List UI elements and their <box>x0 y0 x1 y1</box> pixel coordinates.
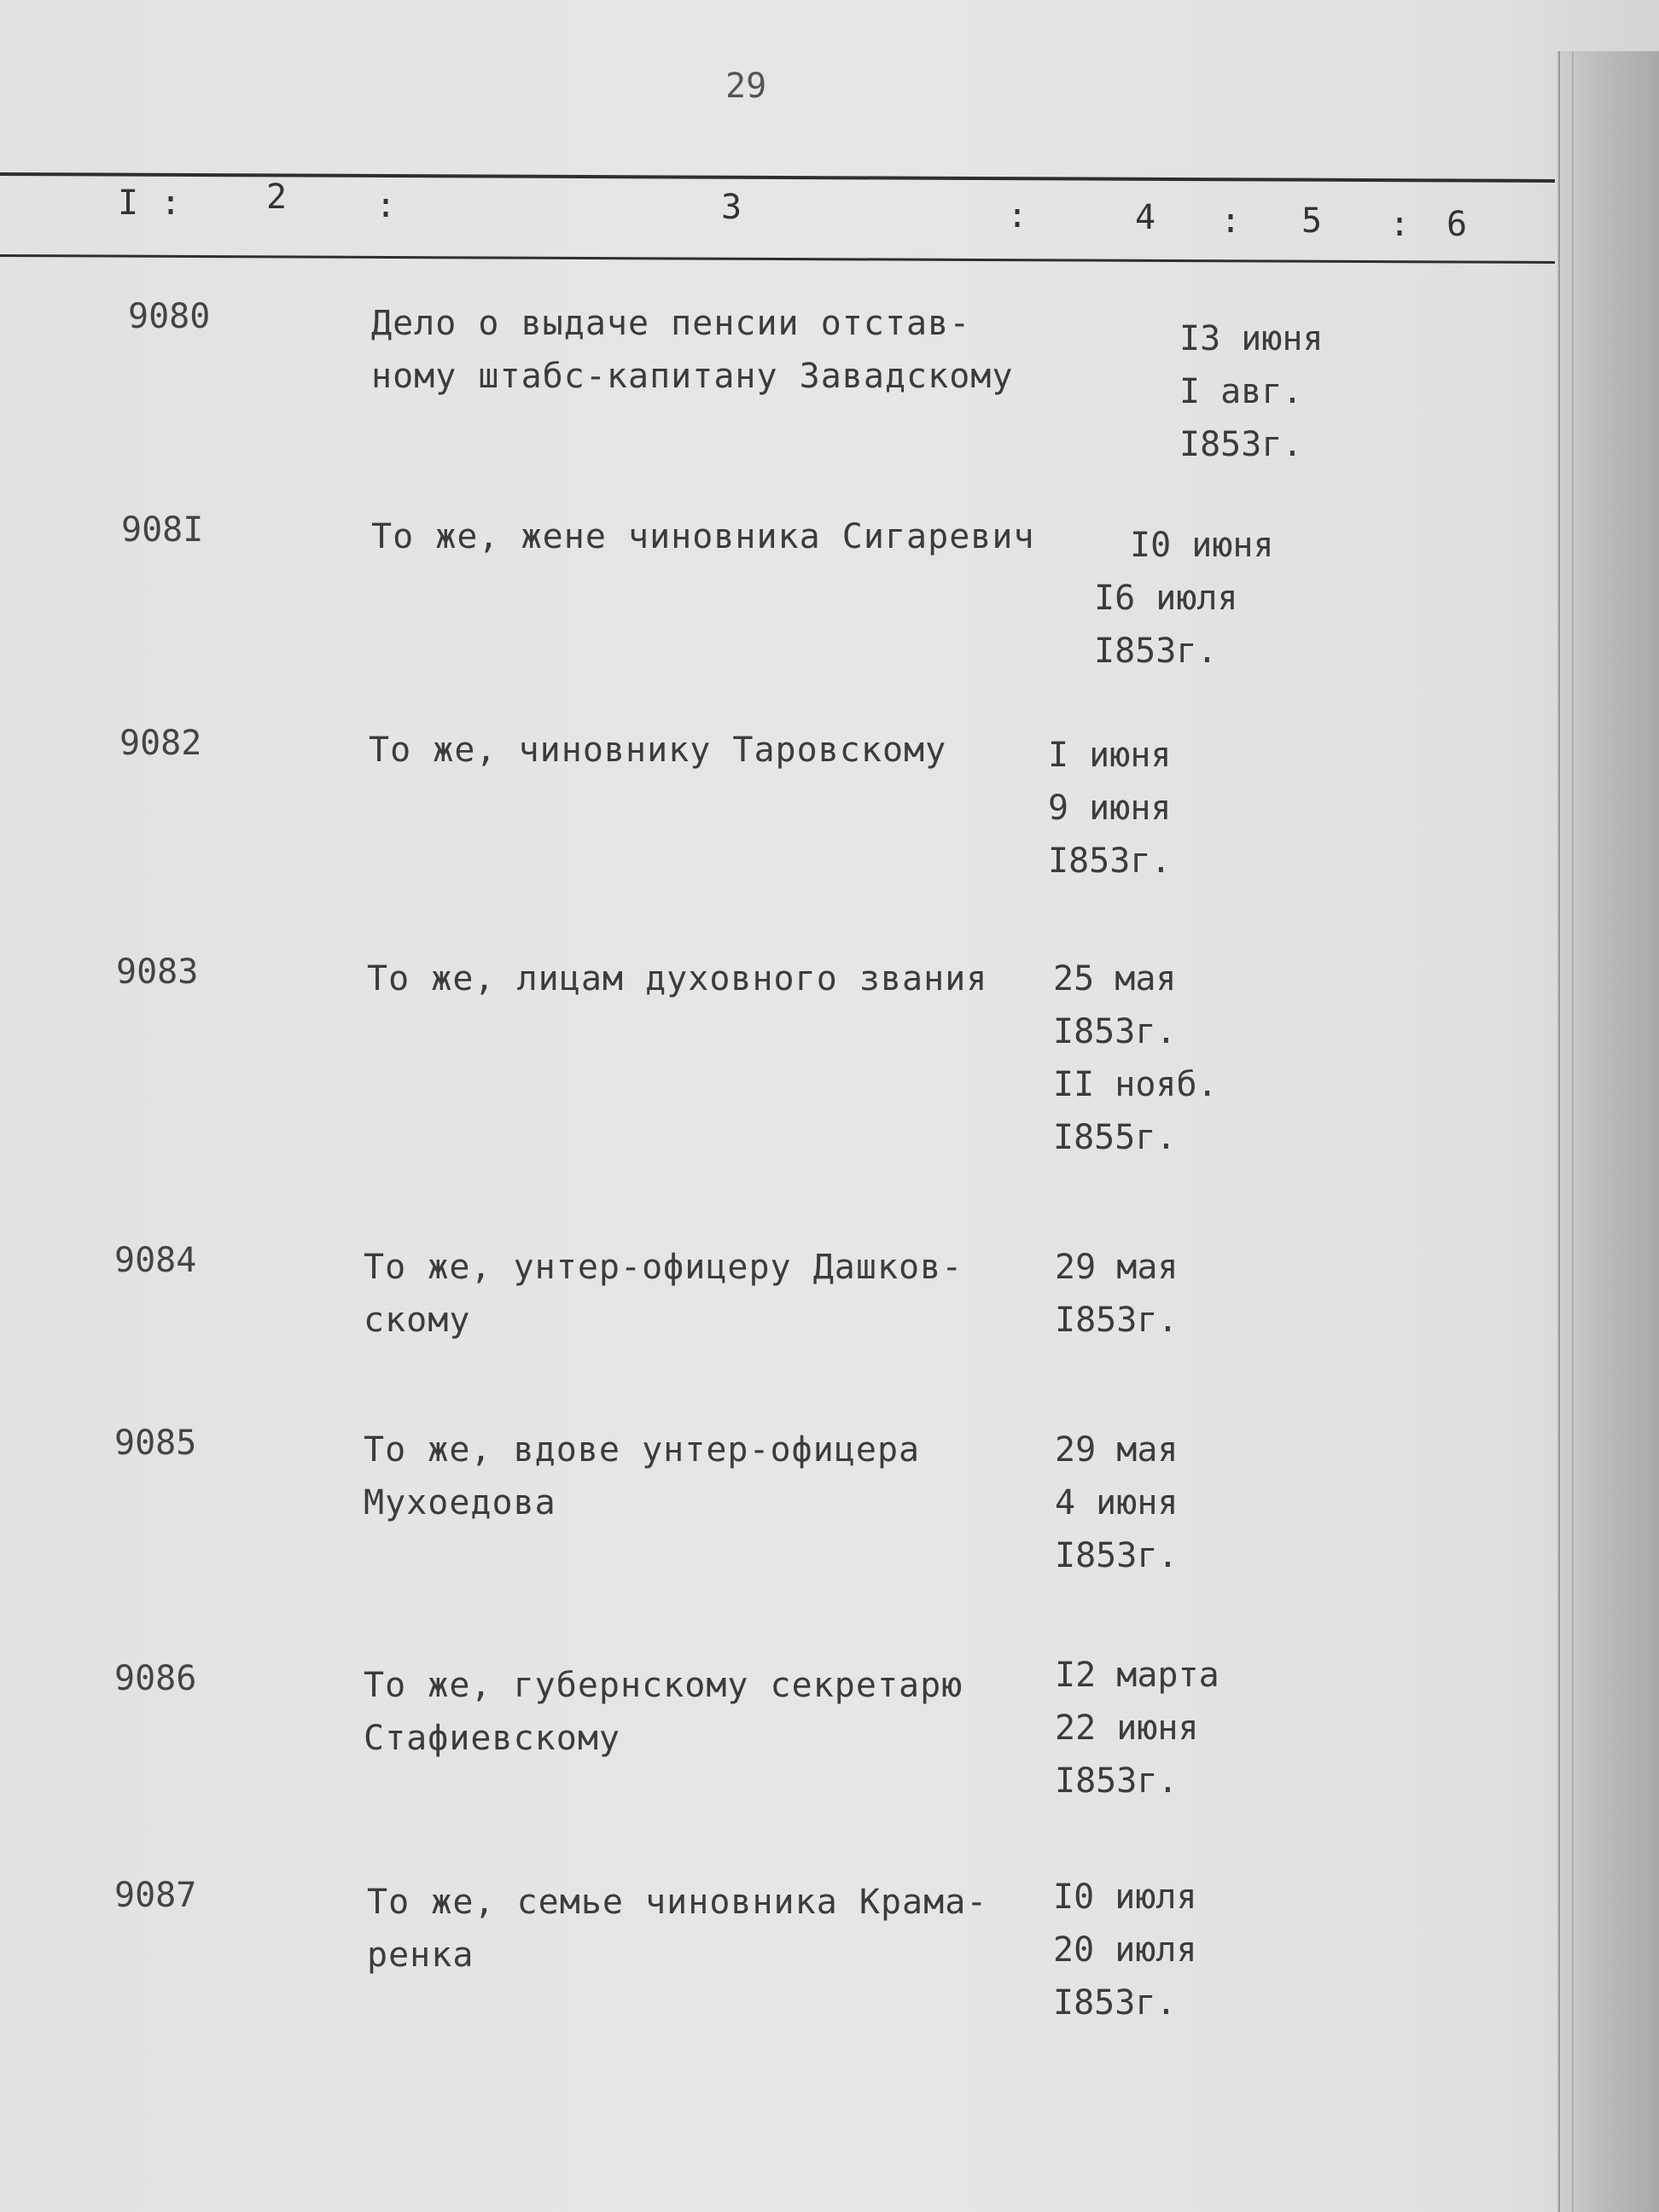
date-line: I853г. <box>1055 1536 1179 1575</box>
entry-dates <box>1094 519 1274 678</box>
entry-description: Дело о выдаче пенсии отстав- ному штабс-капитану Завадскому <box>371 304 1014 396</box>
date-line: I853г. <box>1048 841 1172 881</box>
column-header-5: 5 <box>1301 201 1323 241</box>
column-separator: : <box>1220 201 1242 241</box>
date-line: I6 июля <box>1094 579 1238 618</box>
column-separator: : <box>1389 205 1411 244</box>
entry-number: 9083 <box>116 952 199 992</box>
page-number: 29 <box>725 67 767 106</box>
entry-number: 9080 <box>128 297 211 336</box>
date-line: 22 июня <box>1055 1708 1199 1748</box>
date-line: 4 июня <box>1055 1483 1179 1522</box>
entry-description: То же, жене чиновника Сигаревич <box>371 517 1035 556</box>
entry-dates <box>1179 312 1324 471</box>
entry-number: 9082 <box>119 724 202 763</box>
date-line: I853г. <box>1179 425 1303 464</box>
date-line: 25 мая <box>1053 959 1177 998</box>
entry-number: 9086 <box>114 1659 197 1698</box>
date-line: 20 июля <box>1053 1930 1197 1970</box>
column-header-6: 6 <box>1447 205 1468 244</box>
date-line: I0 июля <box>1053 1877 1197 1917</box>
column-header-3: 3 <box>721 188 742 227</box>
date-line: 9 июня <box>1048 789 1172 828</box>
date-line: I853г. <box>1053 1012 1177 1051</box>
date-line: 29 мая <box>1055 1248 1179 1287</box>
date-line: I853г. <box>1094 632 1218 671</box>
entry-number: 9087 <box>114 1876 197 1915</box>
entry-description: То же, семье чиновника Крама- ренка <box>367 1883 988 1975</box>
entry-dates <box>1055 1241 1179 1347</box>
date-line: 29 мая <box>1055 1430 1179 1470</box>
entry-dates <box>1053 952 1218 1164</box>
page-edge-line <box>1572 51 1574 2212</box>
entry-number: 9085 <box>114 1423 197 1463</box>
header-bottom-rule <box>0 254 1555 264</box>
header-top-rule <box>0 172 1555 183</box>
column-header-1: I <box>118 183 139 223</box>
page-edge-line <box>1558 51 1560 2212</box>
date-line: I июня <box>1048 736 1172 775</box>
date-line: I0 июня <box>1130 526 1274 565</box>
date-line: I авг. <box>1179 372 1303 411</box>
date-line: I855г. <box>1053 1118 1177 1157</box>
column-separator: : <box>1007 196 1028 236</box>
date-line: II нояб. <box>1053 1065 1218 1104</box>
column-separator: : <box>160 183 182 223</box>
entry-dates <box>1053 1871 1197 2029</box>
entry-description: То же, чиновнику Таровскому <box>369 731 947 770</box>
entry-dates <box>1055 1423 1179 1582</box>
entry-dates <box>1048 729 1172 888</box>
entry-description: То же, вдове унтер-офицера Мухоедова <box>364 1430 921 1522</box>
entry-number: 908I <box>121 510 204 550</box>
date-line: I853г. <box>1055 1301 1179 1340</box>
entry-number: 9084 <box>114 1241 197 1280</box>
entry-dates <box>1055 1649 1220 1807</box>
column-header-4: 4 <box>1135 198 1156 237</box>
date-line: I3 июня <box>1179 319 1324 358</box>
date-line: I853г. <box>1053 1983 1177 2023</box>
column-separator: : <box>375 186 397 225</box>
entry-description: То же, губернскому секретарю Стафиевскому <box>364 1666 963 1758</box>
date-line: I2 марта <box>1055 1656 1220 1695</box>
column-header-2: 2 <box>266 178 288 217</box>
entry-description: То же, унтер-офицеру Дашков- скому <box>364 1248 963 1340</box>
date-line: I853г. <box>1055 1761 1179 1801</box>
entry-description: То же, лицам духовного звания <box>367 959 988 998</box>
